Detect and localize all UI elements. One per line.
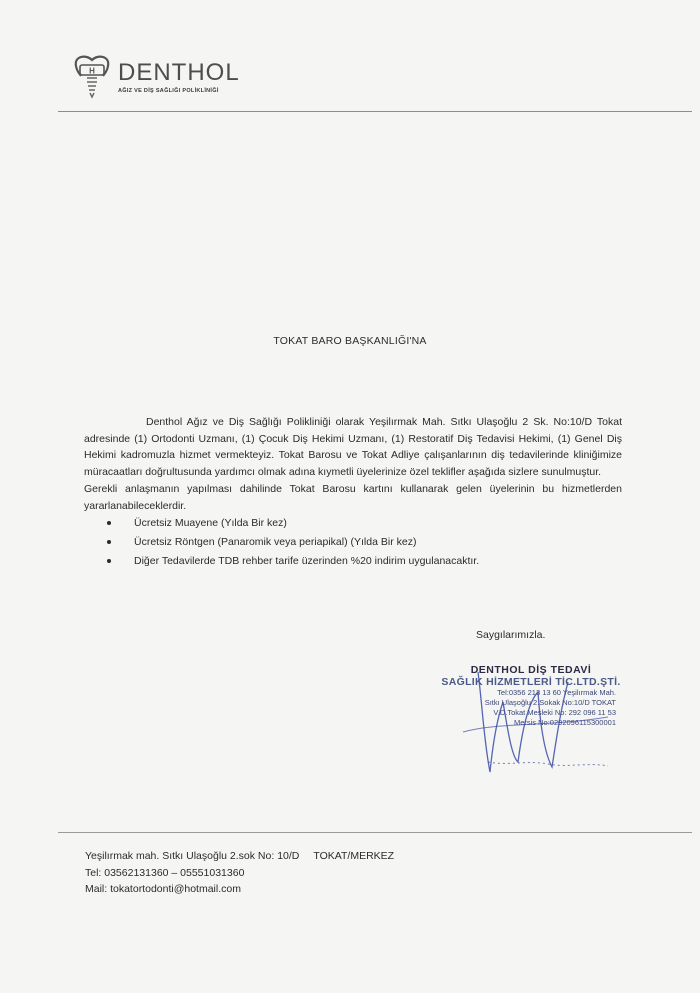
header-divider	[58, 111, 692, 112]
list-item: Ücretsiz Röntgen (Panaromik veya periapikal) (Yılda Bir kez)	[104, 533, 622, 552]
footer-email: Mail: tokatortodonti@hotmail.com	[85, 883, 241, 895]
letter-body	[84, 414, 622, 571]
footer-divider	[58, 832, 692, 833]
stamp-line-3: V.D.Tokat Mesleki No: 292 096 11 53	[493, 708, 616, 717]
closing-text: Saygılarımızla.	[476, 629, 546, 641]
footer-phone: Tel: 03562131360 – 05551031360	[85, 866, 245, 879]
recipient-heading: TOKAT BARO BAŞKANLIĞI'NA	[273, 335, 427, 347]
signature	[448, 662, 618, 802]
stamp-line-4: Mersis No:0292096115300001	[513, 718, 616, 727]
clinic-logo	[70, 52, 240, 100]
offer-list	[84, 514, 622, 571]
svg-text:H: H	[89, 66, 95, 76]
stamp-line-1: Tel:0356 213 13 60 Yeşilırmak Mah.	[497, 688, 616, 697]
body-paragraph-1: Denthol Ağız ve Diş Sağlığı Polikliniği olarak Yeşilırmak Mah. Sıtkı Ulaşoğlu 2 Sk. No:10/D Tokat adresinde (1) Ortodonti Uzmanı, (1) Çocuk Diş Hekimi Uzmanı, (1) Restoratif Diş Tedavisi Hekimi, (1) Genel Diş Hekimi kadromuzla hizmet vermekteyiz. Tokat Barosu ve Tokat Adliye çalışanlarının diş tedavilerinde kliniğimize müracaatları doğrultusunda yardımcı olmak adına kıymetli üyelerinize özel teklifler aşağıda sizlere sunulmuştur.	[84, 416, 622, 479]
stamp-title: DENTHOL DİŞ TEDAVİ	[470, 664, 592, 676]
footer-address: Yeşilırmak mah. Sıtkı Ulaşoğlu 2.sok No: 10/D	[85, 850, 300, 862]
stamp-subtitle: SAĞLIK HİZMETLERİ TİC.LTD.ŞTİ.	[441, 676, 621, 688]
list-item: Diğer Tedavilerde TDB rehber tarife üzerinden %20 indirim uygulanacaktır.	[104, 552, 622, 571]
brand-name: DENTHOL	[118, 59, 240, 86]
brand-tagline: AĞIZ VE DİŞ SAĞLIĞI POLİKLİNİĞİ	[118, 88, 219, 94]
body-paragraph-2: Gerekli anlaşmanın yapılması dahilinde Tokat Barosu kartını kullanarak gelen üyelerinin bu hizmetlerden yararlanabileceklerdir.	[84, 482, 622, 512]
stamp-line-2: Sıtkı Ulaşoğlu 2.Sokak No:10/D TOKAT	[484, 698, 616, 707]
footer-contact	[85, 848, 394, 898]
tooth-logo-icon	[70, 52, 114, 100]
list-item: Ücretsiz Muayene (Yılda Bir kez)	[104, 514, 622, 533]
footer-city: TOKAT/MERKEZ	[313, 850, 395, 862]
